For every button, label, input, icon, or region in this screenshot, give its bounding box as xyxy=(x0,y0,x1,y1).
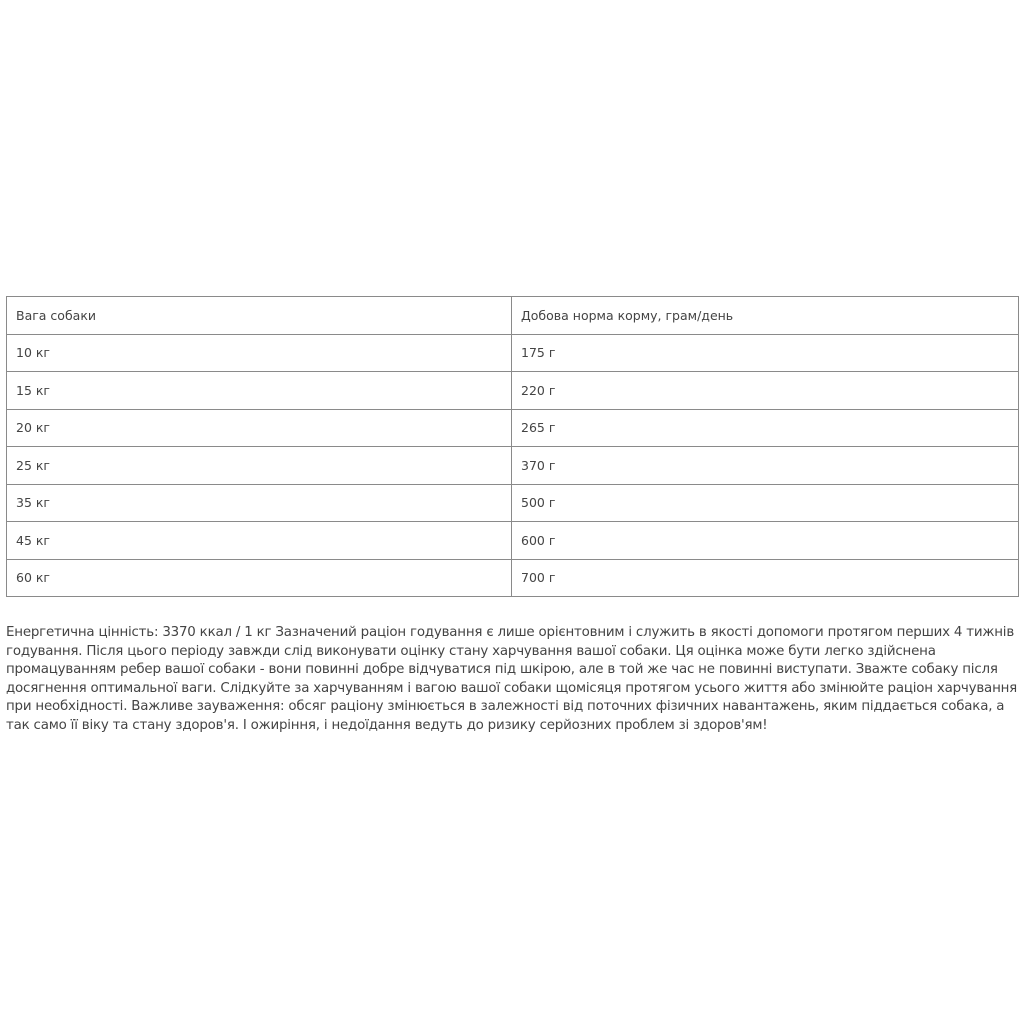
header-dog-weight: Вага собаки xyxy=(7,297,512,335)
table-row xyxy=(7,409,1019,447)
table-row xyxy=(7,334,1019,372)
daily-norm-cell: 265 г xyxy=(512,409,1019,447)
table-row xyxy=(7,559,1019,597)
table-row xyxy=(7,484,1019,522)
table-header-row xyxy=(7,297,1019,335)
dog-weight-cell: 10 кг xyxy=(7,334,512,372)
dog-weight-cell: 25 кг xyxy=(7,447,512,485)
daily-norm-cell: 600 г xyxy=(512,522,1019,560)
dog-weight-cell: 35 кг xyxy=(7,484,512,522)
dog-weight-cell: 20 кг xyxy=(7,409,512,447)
feeding-description: Енергетична цінність: 3370 ккал / 1 кг Зазначений раціон годування є лише орієнтовним і служить в якості допомоги протягом перших 4 тижнів годування. Після цього періоду завжди слід виконувати оцінку стану харчування вашої собаки. Ця оцінка може бути легко здійснена промацуванням ребер вашої собаки - вони повинні добре відчуватися під шкірою, але в той же час не повинні виступати. Зважте собаку після досягнення оптимальної ваги. Слідкуйте за харчуванням і вагою вашої собаки щомісяця протягом усього життя або змінюйте раціон харчування при необхідності. Важливе зауваження: обсяг раціону змінюється в залежності від поточних фізичних навантажень, яким піддається собака, а так само її віку та стану здоров'я. І ожиріння, і недоїдання ведуть до ризику серйозних проблем зі здоров'ям! xyxy=(6,625,1018,733)
table-row xyxy=(7,447,1019,485)
table-row xyxy=(7,372,1019,410)
daily-norm-cell: 175 г xyxy=(512,334,1019,372)
daily-norm-cell: 220 г xyxy=(512,372,1019,410)
daily-norm-cell: 370 г xyxy=(512,447,1019,485)
daily-norm-cell: 700 г xyxy=(512,559,1019,597)
table-row xyxy=(7,522,1019,560)
feeding-table xyxy=(6,296,1019,597)
dog-weight-cell: 45 кг xyxy=(7,522,512,560)
daily-norm-cell: 500 г xyxy=(512,484,1019,522)
header-daily-norm: Добова норма корму, грам/день xyxy=(512,297,1019,335)
dog-weight-cell: 60 кг xyxy=(7,559,512,597)
dog-weight-cell: 15 кг xyxy=(7,372,512,410)
